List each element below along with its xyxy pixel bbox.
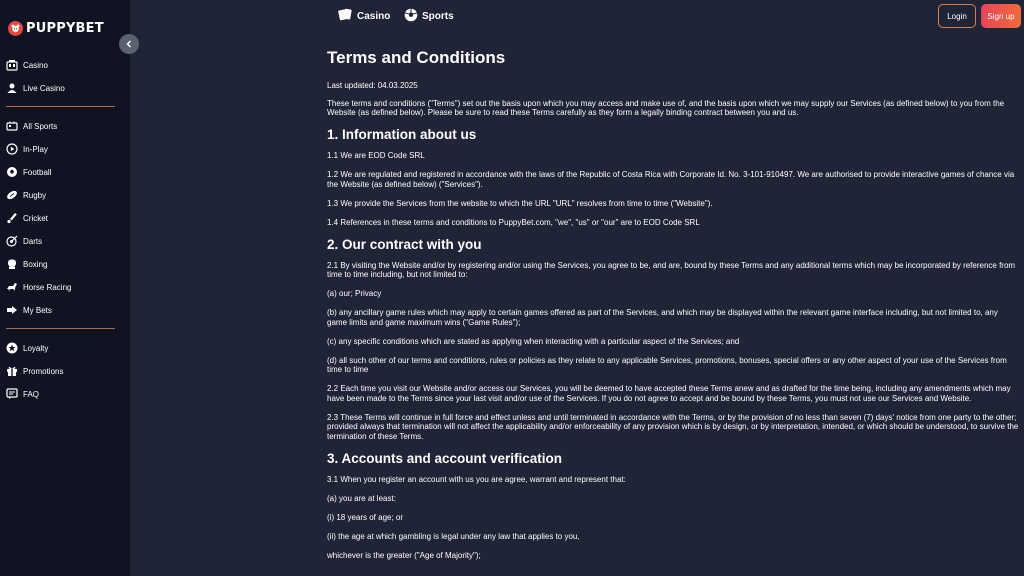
terms-paragraph: 3.1 When you register an account with us you are agree, warrant and represent that: [327, 474, 626, 484]
sidebar-item-label: Live Casino [23, 83, 65, 93]
sidebar-item-football[interactable] [5, 162, 51, 182]
sidebar-item-label: In-Play [23, 144, 48, 154]
sidebar-item-loyalty[interactable] [5, 338, 48, 358]
section-heading: 1. Information about us [327, 127, 477, 142]
promotions-icon [5, 365, 18, 378]
boxing-icon [5, 258, 18, 271]
sidebar-item-label: FAQ [23, 389, 40, 399]
loyalty-icon [5, 342, 18, 355]
sidebar [0, 0, 130, 576]
sidebar-item-label: Loyalty [23, 343, 49, 353]
football-icon [5, 166, 18, 179]
sidebar-item-label: Casino [23, 60, 48, 70]
in-play-icon [5, 143, 18, 156]
login-button[interactable]: Login [938, 4, 976, 28]
signup-button[interactable]: Sign up [981, 4, 1021, 28]
terms-paragraph: 1.1 We are EOD Code SRL [327, 151, 425, 160]
sidebar-item-boxing[interactable] [5, 254, 47, 274]
faq-icon [5, 388, 18, 401]
sidebar-item-all-sports[interactable] [5, 116, 57, 136]
terms-paragraph: whichever is the greater ("Age of Majority"); [327, 550, 481, 560]
section-heading: 2. Our contract with you [327, 236, 482, 252]
sports-ball-icon [404, 8, 418, 25]
terms-paragraph: 2.2 Each time you visit our Website and/or access our Services, you will be deemed to have accepted these Terms anew and as drafted for the time being, including any amendments which may have been made to the Terms since your last visit and/or use of the Services. If you do not agree to accept and be bound by these Terms, you must not use our Services and Website. [327, 384, 1011, 403]
sidebar-divider [6, 106, 115, 107]
sidebar-item-label: Promotions [23, 366, 64, 376]
all-sports-icon [5, 120, 18, 133]
sidebar-divider [6, 328, 115, 329]
sidebar-item-label: Horse Racing [23, 282, 72, 292]
sidebar-item-live-casino[interactable] [5, 78, 65, 98]
casino-cards-icon [338, 8, 353, 24]
sidebar-item-label: My Bets [23, 305, 52, 315]
sidebar-item-rugby[interactable] [5, 185, 46, 205]
topnav-sports[interactable] [404, 8, 454, 24]
terms-paragraph: (a) you are at least: [327, 493, 396, 503]
terms-paragraph: (i) 18 years of age; or [327, 512, 404, 522]
sidebar-item-casino[interactable] [5, 55, 48, 75]
chevron-left-icon [125, 35, 133, 53]
topnav-casino[interactable] [338, 8, 390, 24]
sidebar-item-faq[interactable] [5, 384, 39, 404]
sidebar-item-label: Cricket [23, 213, 48, 223]
terms-paragraph: 2.3 These Terms will continue in full force and effect unless and until terminated in accordance with the Terms, or by the provision of no less than seven (7) days' notice from one party to the other; provided always that termination will not affect the applicability and/or enforceability of any provision which is by design, or by interpretation, intended, or which should be understood, to survive the termination of these Terms. [327, 412, 1019, 441]
darts-icon [5, 235, 18, 248]
terms-paragraph: (a) our; Privacy [327, 289, 382, 298]
puppy-logo-icon [8, 21, 23, 36]
terms-paragraph: 1.4 References in these terms and conditions to PuppyBet.com, "we", "us" or "our" are to EOD Code SRL [327, 217, 700, 227]
terms-content [327, 48, 1019, 570]
terms-paragraph: (ii) the age at which gambling is legal under any law that applies to you, [327, 531, 580, 541]
brand-logo[interactable] [8, 21, 104, 36]
last-updated: Last updated: 04.03.2025 [327, 81, 418, 90]
sidebar-item-in-play[interactable] [5, 139, 48, 159]
topnav-casino-label: Casino [357, 10, 391, 22]
terms-paragraph: (b) any ancillary game rules which may apply to certain games offered as part of the Services, and which may be displayed within the relevant game interface including, but not limited to, any game limits and game maximum wins ("Game Rules"); [327, 308, 998, 327]
terms-paragraph: 2.1 By visiting the Website and/or by registering and/or using the Services, you agree to be, and are, bound by these Terms and any additional terms which may be incorporated by reference from time to time including, but not limited to: [327, 260, 1016, 279]
collapse-sidebar-button[interactable] [119, 34, 139, 54]
terms-intro: These terms and conditions ("Terms") set out the basis upon which you may access and make use of, and the basis upon which we may supply our Services (as defined below) to you from the Website (as defined below). Please be sure to read these Terms carefully as they form a legally binding contract between you and us. [327, 98, 1005, 117]
sidebar-item-darts[interactable] [5, 231, 42, 251]
my-bets-icon [5, 304, 18, 317]
live-casino-icon [5, 82, 18, 95]
terms-paragraph: (d) all such other of our terms and conditions, rules or policies as they relate to any applicable Services, promotions, bonuses, special offers or any other aspect of your use of the Services from time to time [327, 355, 1007, 374]
page-title: Terms and Conditions [327, 48, 506, 67]
brand-name: PUPPYBET [26, 21, 104, 36]
topnav-sports-label: Sports [422, 10, 454, 22]
sidebar-item-label: Rugby [23, 190, 47, 200]
sidebar-item-my-bets[interactable] [5, 300, 52, 320]
terms-paragraph: 1.2 We are regulated and registered in accordance with the laws of the Republic of Costa Rica with Corporate Id. No. 3-101-910497. We are authorised to provide interactive games of chance via the Website (as defined below) ("Services"). [327, 170, 1015, 189]
horse-racing-icon [5, 281, 18, 294]
sidebar-item-promotions[interactable] [5, 361, 63, 381]
terms-paragraph: (c) any specific conditions which are stated as applying when interacting with a particular aspect of the Services; and [327, 336, 740, 346]
section-heading: 3. Accounts and account verification [327, 450, 563, 466]
rugby-icon [5, 189, 18, 202]
casino-icon [5, 59, 18, 72]
cricket-icon [5, 212, 18, 225]
sidebar-item-label: Boxing [23, 259, 48, 269]
sidebar-item-cricket[interactable] [5, 208, 48, 228]
sidebar-item-label: Football [23, 167, 52, 177]
sidebar-item-label: All Sports [23, 121, 58, 131]
sidebar-item-horse-racing[interactable] [5, 277, 71, 297]
terms-paragraph: 1.3 We provide the Services from the website to which the URL "URL" resolves from time to time ("Website"). [327, 198, 713, 208]
sidebar-item-label: Darts [23, 236, 43, 246]
